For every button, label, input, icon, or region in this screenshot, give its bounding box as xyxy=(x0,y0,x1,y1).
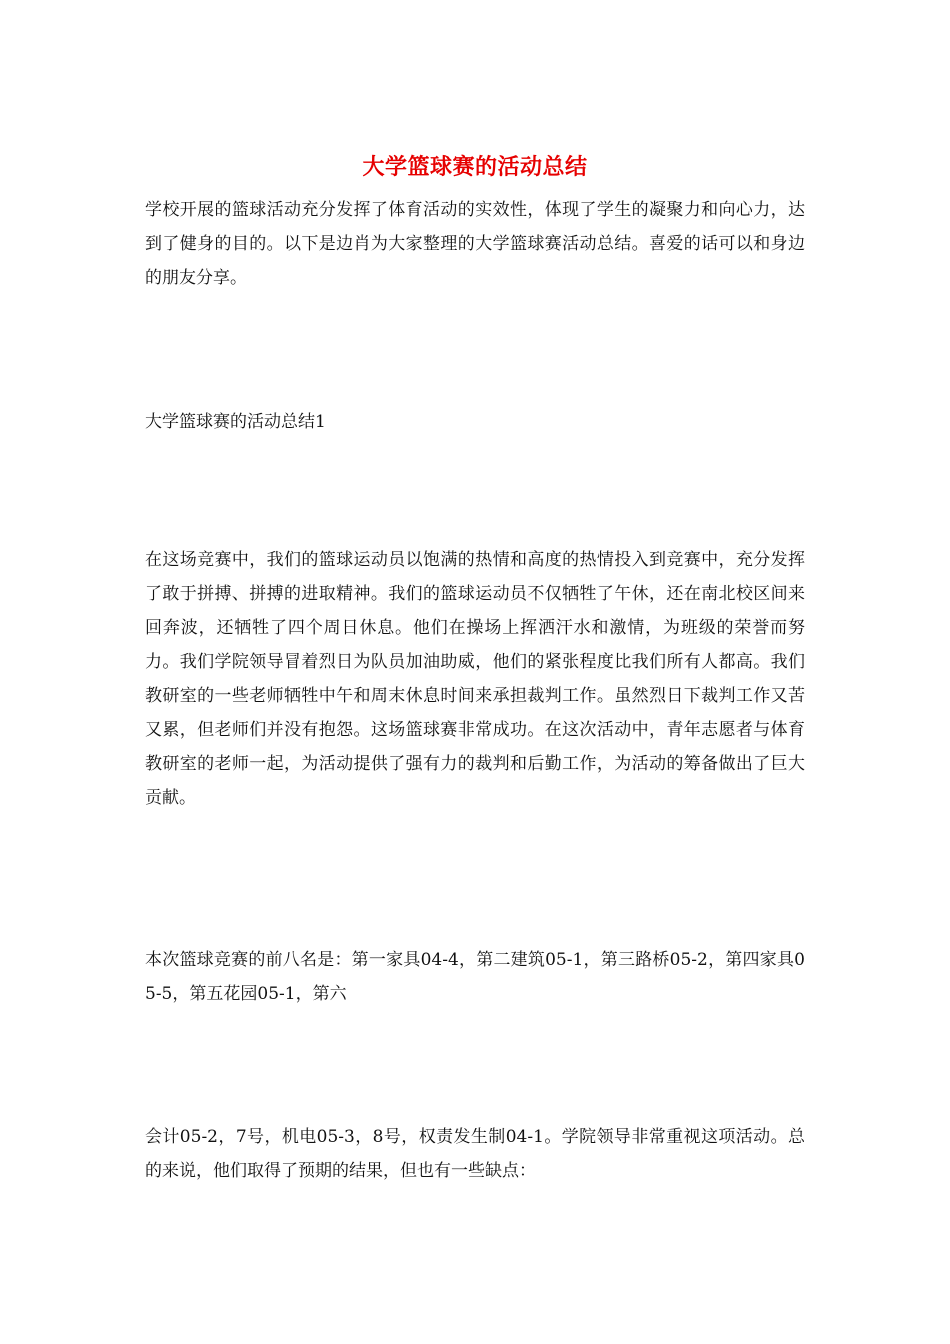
body-paragraph: 在这场竞赛中，我们的篮球运动员以饱满的热情和高度的热情投入到竞赛中，充分发挥了敢于拼搏、拼搏的进取精神。我们的篮球运动员不仅牺牲了午休，还在南北校区间来回奔波，还牺牲了四个周日休息。他们在操场上挥洒汗水和激情，为班级的荣誉而努力。我们学院领导冒着烈日为队员加油助威，他们的紧张程度比我们所有人都高。我们教研室的一些老师牺牲中午和周末休息时间来承担裁判工作。虽然烈日下裁判工作又苦又累，但老师们并没有抱怨。这场篮球赛非常成功。在这次活动中，青年志愿者与体育教研室的老师一起，为活动提供了强有力的裁判和后勤工作，为活动的筹备做出了巨大贡献。 xyxy=(145,550,805,808)
document-title: 大学篮球赛的活动总结 xyxy=(362,154,588,180)
ranking-paragraph: 本次篮球竞赛的前八名是：第一家具04-4，第二建筑05-1，第三路桥05-2，第四家具05-5，第五花园05-1，第六 xyxy=(145,950,805,1004)
ranking-continued-paragraph: 会计05-2，7号，机电05-3，8号，权责发生制04-1。学院领导非常重视这项活动。总的来说，他们取得了预期的结果，但也有一些缺点： xyxy=(145,1127,805,1181)
intro-paragraph: 学校开展的篮球活动充分发挥了体育活动的实效性，体现了学生的凝聚力和向心力，达到了健身的目的。以下是边肖为大家整理的大学篮球赛活动总结。喜爱的话可以和身边的朋友分享。 xyxy=(145,200,805,288)
section-heading: 大学篮球赛的活动总结1 xyxy=(145,412,326,432)
